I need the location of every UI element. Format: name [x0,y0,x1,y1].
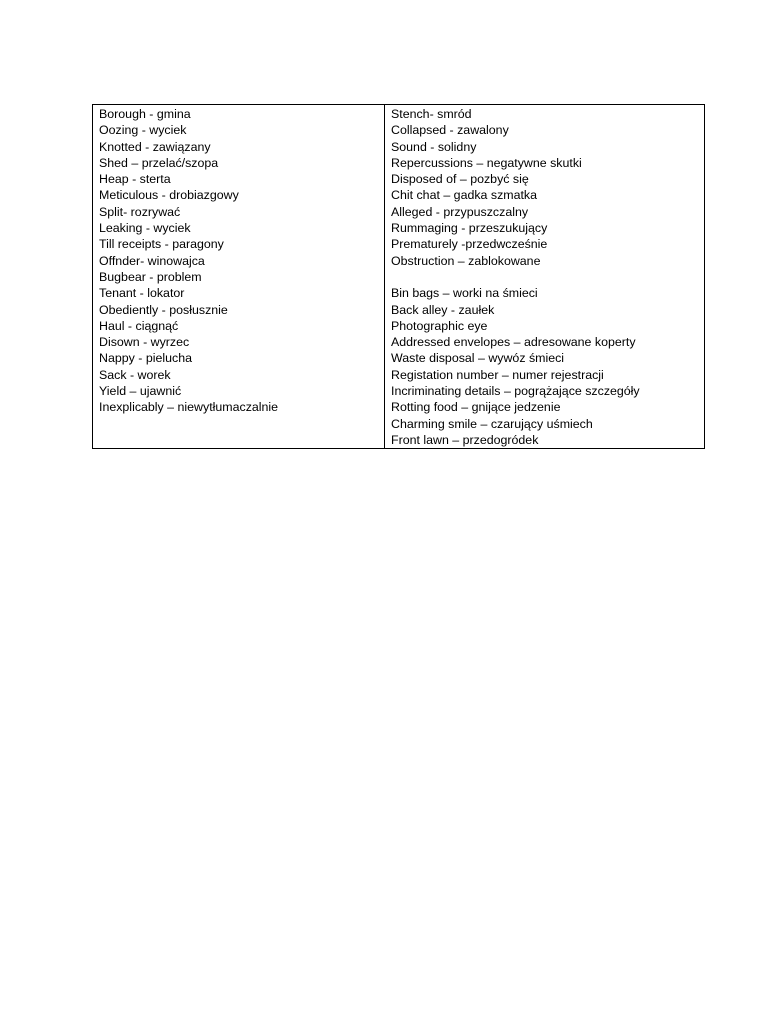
vocab-entry: Bin bags – worki na śmieci [391,286,538,301]
left-column-cell [93,105,385,449]
vocab-entry: Bugbear - problem [99,269,202,284]
vocab-entry: Disposed of – pozbyć się [391,172,529,187]
vocab-entry: Leaking - wyciek [99,221,191,236]
vocab-entry: Waste disposal – wywóz śmieci [391,351,565,366]
vocab-entry: Incriminating details – pogrążające szczegóły [391,384,640,399]
vocab-entry: Split- rozrywać [99,204,181,219]
vocab-entry: Nappy - pielucha [99,351,192,366]
vocab-entry: Disown - wyrzec [99,335,190,350]
vocab-entry: Front lawn – przedogródek [391,432,539,447]
right-column-cell [385,105,705,449]
vocab-entry: Shed – przelać/szopa [99,155,219,170]
vocab-entry: Addressed envelopes – adresowane koperty [391,335,636,350]
vocab-entry: Back alley - zaułek [391,302,495,317]
vocab-entry: Registation number – numer rejestracji [391,367,604,382]
vocab-entry: Heap - sterta [99,172,171,187]
vocab-entry: Till receipts - paragony [99,237,224,252]
vocab-entry: Tenant - lokator [99,286,185,301]
vocab-entry: Rummaging - przeszukujący [391,221,548,236]
vocab-entry: Meticulous - drobiazgowy [99,188,239,203]
vocab-entry: Photographic eye [391,318,488,333]
vocab-entry: Inexplicably – niewytłumaczalnie [99,400,279,415]
table-row [93,105,705,449]
vocab-entry: Alleged - przypuszczalny [391,204,529,219]
vocab-entry: Collapsed - zawalony [391,123,509,138]
vocab-entry: Oozing - wyciek [99,123,187,138]
vocab-entry: Knotted - zawiązany [99,139,211,154]
vocab-entry: Sack - worek [99,367,171,382]
vocab-entry: Charming smile – czarujący uśmiech [391,416,593,431]
vocab-entry: Haul - ciągnąć [99,318,179,333]
vocab-entry: Repercussions – negatywne skutki [391,155,582,170]
vocab-entry: Prematurely -przedwcześnie [391,237,548,252]
vocab-entry: Stench- smród [391,107,472,121]
vocab-entry: Obstruction – zablokowane [391,253,541,268]
vocab-entry: Chit chat – gadka szmatka [391,188,538,203]
vocabulary-table [92,104,705,449]
vocab-entry: Rotting food – gnijące jedzenie [391,400,561,415]
vocab-entry: Offnder- winowajca [99,253,205,268]
vocab-entry: Borough - gmina [99,107,191,121]
vocab-entry: Sound - solidny [391,139,477,154]
vocab-entry: Obediently - posłusznie [99,302,228,317]
blank-line [391,269,698,285]
vocab-entry: Yield – ujawnić [99,384,182,399]
